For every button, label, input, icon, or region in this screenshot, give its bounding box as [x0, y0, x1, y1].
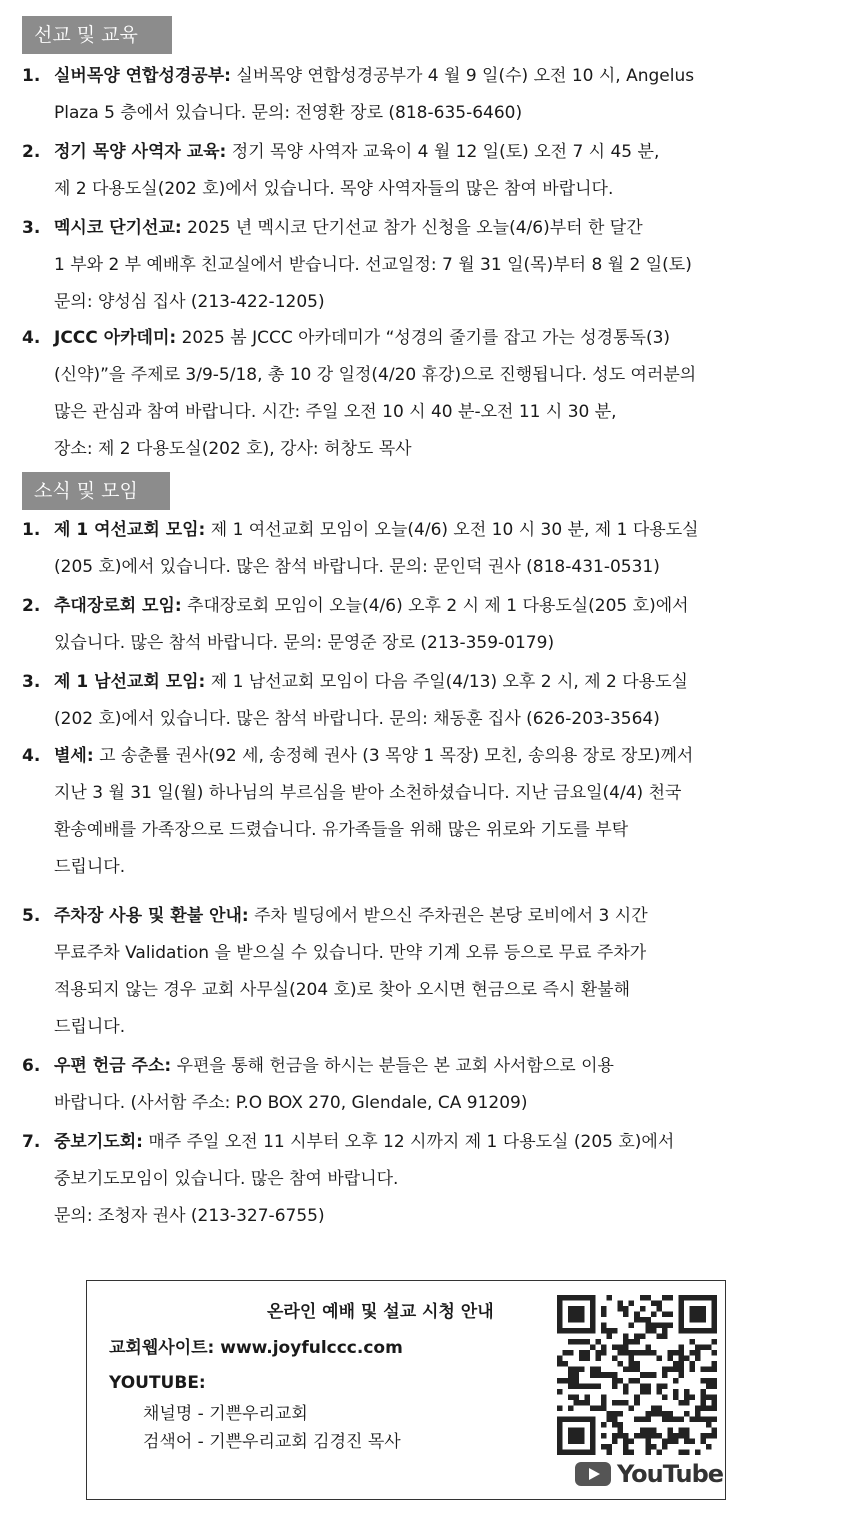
item-line: 드립니다.: [54, 1017, 126, 1037]
mission-item-1: [22, 58, 822, 132]
item-title: 실버목양 연합성경공부:: [54, 66, 231, 86]
online-worship-box: [86, 1280, 726, 1500]
mission-item-3: [22, 210, 822, 321]
item-number: 2.: [22, 142, 41, 162]
item-line: 문의: 양성심 집사 (213-422-1205): [54, 292, 325, 312]
item-line: 장소: 제 2 다용도실(202 호), 강사: 허창도 목사: [54, 439, 412, 459]
item-line: 지난 3 월 31 일(월) 하나님의 부르심을 받아 소천하셨습니다. 지난 금요일(4/4) 천국: [54, 783, 682, 803]
youtube-logo-text: YouTube: [617, 1460, 724, 1488]
item-title: 중보기도회:: [54, 1132, 143, 1152]
youtube-label: YOUTUBE:: [109, 1373, 206, 1393]
item-line: 중보기도모임이 있습니다. 많은 참여 바랍니다.: [54, 1169, 399, 1189]
news-item-6: [22, 1048, 822, 1122]
online-box-title: 온라인 예배 및 설교 시청 안내: [267, 1302, 494, 1322]
section-header-news: 소식 및 모임: [22, 472, 170, 510]
item-line: 매주 주일 오전 11 시부터 오후 12 시까지 제 1 다용도실 (205 호)에서: [148, 1132, 675, 1152]
item-line: (202 호)에서 있습니다. 많은 참석 바랍니다. 문의: 채동훈 집사 (626-203-3564): [54, 709, 660, 729]
item-title: 제 1 여선교회 모임:: [54, 520, 206, 540]
item-line: (205 호)에서 있습니다. 많은 참석 바랍니다. 문의: 문인덕 권사 (818-431-0531): [54, 557, 660, 577]
item-number: 6.: [22, 1056, 41, 1076]
item-line: 1 부와 2 부 예배후 친교실에서 받습니다. 선교일정: 7 월 31 일(목)부터 8 월 2 일(토): [54, 255, 692, 275]
item-number: 1.: [22, 520, 41, 540]
item-line: 드립니다.: [54, 857, 126, 877]
item-line: 적용되지 않는 경우 교회 사무실(204 호)로 찾아 오시면 현금으로 즉시 환불해: [54, 980, 630, 1000]
news-item-2: [22, 588, 822, 662]
item-line: 고 송춘률 권사(92 세, 송정혜 권사 (3 목양 1 목장) 모친, 송의용 장로 장모)께서: [99, 746, 694, 766]
news-item-5: [22, 898, 822, 1046]
item-number: 1.: [22, 66, 41, 86]
item-line: Plaza 5 층에서 있습니다. 문의: 전영환 장로 (818-635-6460): [54, 103, 523, 123]
item-line: 2025 봄 JCCC 아카데미가 “성경의 줄기를 잡고 가는 성경통독(3): [181, 328, 671, 348]
qr-code-icon[interactable]: [557, 1295, 717, 1455]
news-item-4: [22, 738, 822, 886]
youtube-channel: 채널명 - 기쁜우리교회: [143, 1404, 308, 1424]
item-line: 무료주차 Validation 을 받으실 수 있습니다. 만약 기계 오류 등으로 무료 주차가: [54, 943, 647, 963]
mission-item-4: [22, 320, 822, 468]
item-line: 바랍니다. (사서함 주소: P.O BOX 270, Glendale, CA 91209): [54, 1093, 528, 1113]
item-line: 주차 빌딩에서 받으신 주차권은 본당 로비에서 3 시간: [254, 906, 648, 926]
item-title: 제 1 남선교회 모임:: [54, 672, 206, 692]
item-number: 4.: [22, 746, 41, 766]
mission-item-2: [22, 134, 822, 208]
item-line: 많은 관심과 참여 바랍니다. 시간: 주일 오전 10 시 40 분-오전 11 시 30 분,: [54, 402, 617, 422]
item-title: 추대장로회 모임:: [54, 596, 182, 616]
item-line: 정기 목양 사역자 교육이 4 월 12 일(토) 오전 7 시 45 분,: [231, 142, 660, 162]
item-line: 문의: 조청자 권사 (213-327-6755): [54, 1206, 325, 1226]
item-line: 제 1 남선교회 모임이 다음 주일(4/13) 오후 2 시, 제 2 다용도실: [210, 672, 688, 692]
item-title: 별세:: [54, 746, 94, 766]
item-line: 제 2 다용도실(202 호)에서 있습니다. 목양 사역자들의 많은 참여 바랍니다.: [54, 179, 614, 199]
youtube-search-keyword: 검색어 - 기쁜우리교회 김경진 목사: [143, 1432, 401, 1452]
item-title: 우편 헌금 주소:: [54, 1056, 172, 1076]
item-line: 있습니다. 많은 참석 바랍니다. 문의: 문영준 장로 (213-359-0179): [54, 633, 555, 653]
item-title: JCCC 아카데미:: [54, 328, 177, 348]
item-line: 우편을 통해 헌금을 하시는 분들은 본 교회 사서함으로 이용: [176, 1056, 614, 1076]
item-number: 3.: [22, 218, 41, 238]
item-title: 정기 목양 사역자 교육:: [54, 142, 227, 162]
item-line: 실버목양 연합성경공부가 4 월 9 일(수) 오전 10 시, Angelus: [236, 66, 695, 86]
website-link[interactable]: 교회웹사이트: www.joyfulccc.com: [109, 1338, 403, 1358]
item-line: 제 1 여선교회 모임이 오늘(4/6) 오전 10 시 30 분, 제 1 다용도실: [210, 520, 699, 540]
item-line: 환송예배를 가족장으로 드렸습니다. 유가족들을 위해 많은 위로와 기도를 부탁: [54, 820, 629, 840]
item-line: (신약)”을 주제로 3/9-5/18, 총 10 강 일정(4/20 휴강)으로 진행됩니다. 성도 여러분의: [54, 365, 697, 385]
item-number: 5.: [22, 906, 41, 926]
item-title: 멕시코 단기선교:: [54, 218, 182, 238]
item-number: 4.: [22, 328, 41, 348]
news-item-1: [22, 512, 822, 586]
section-header-mission: 선교 및 교육: [22, 16, 172, 54]
item-number: 2.: [22, 596, 41, 616]
youtube-play-icon: [575, 1462, 611, 1486]
item-number: 3.: [22, 672, 41, 692]
item-number: 7.: [22, 1132, 41, 1152]
news-item-3: [22, 664, 822, 738]
news-item-7: [22, 1124, 822, 1235]
item-line: 추대장로회 모임이 오늘(4/6) 오후 2 시 제 1 다용도실(205 호)에서: [187, 596, 689, 616]
item-line: 2025 년 멕시코 단기선교 참가 신청을 오늘(4/6)부터 한 달간: [187, 218, 643, 238]
item-title: 주차장 사용 및 환불 안내:: [54, 906, 249, 926]
youtube-logo[interactable]: [575, 1459, 723, 1489]
